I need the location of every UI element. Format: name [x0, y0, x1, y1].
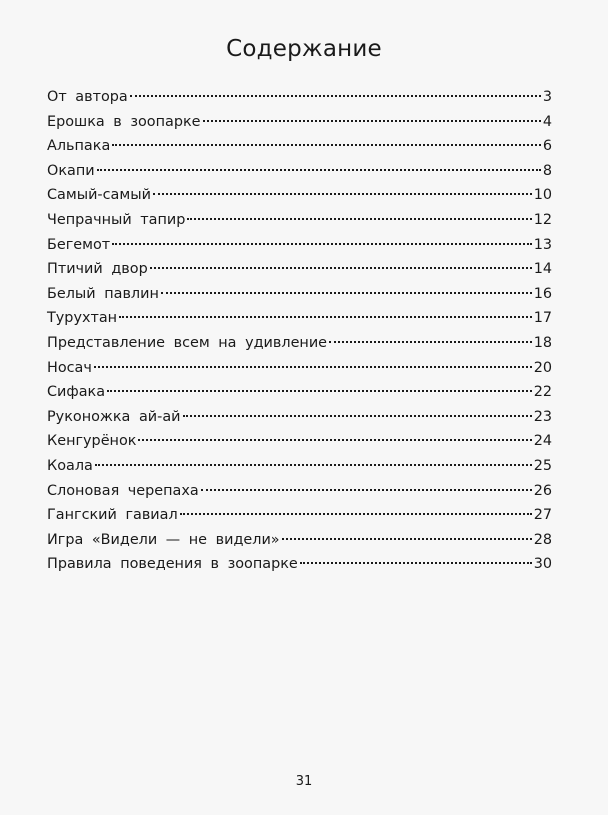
toc-entry-page: 26 [533, 482, 552, 499]
toc-dot-leader [180, 513, 532, 515]
toc-dot-leader [187, 218, 531, 220]
toc-entry-label: Турухтан [47, 310, 118, 327]
toc-entry-page: 16 [533, 285, 552, 302]
toc-entry-page: 18 [533, 334, 552, 351]
toc-entry[interactable] [47, 454, 552, 479]
toc-entry-label: Белый павлин [47, 285, 159, 302]
toc-entry-page: 30 [533, 556, 552, 573]
toc-dot-leader [161, 292, 532, 294]
toc-entry[interactable] [47, 552, 552, 577]
toc-entry-page: 22 [533, 384, 552, 401]
toc-entry-label: Носач [47, 359, 92, 376]
toc-entry-label: Представление всем на удивление [47, 334, 328, 351]
toc-entry[interactable] [47, 282, 552, 307]
toc-entry-label: Руконожка ай-ай [47, 408, 181, 425]
toc-entry-label: Игра «Видели — не видели» [47, 531, 280, 548]
toc-entry[interactable] [47, 405, 552, 430]
toc-entry-label: Ерошка в зоопарке [47, 113, 201, 130]
toc-entry[interactable] [47, 110, 552, 135]
toc-entry-page: 14 [533, 261, 552, 278]
toc-entry[interactable] [47, 503, 552, 528]
toc-entry-label: Кенгурёнок [47, 433, 137, 450]
toc-entry-page: 4 [542, 113, 552, 130]
toc-dot-leader [282, 538, 532, 540]
toc-dot-leader [203, 120, 541, 122]
toc-entry-page: 25 [533, 457, 552, 474]
toc-dot-leader [183, 415, 532, 417]
toc-dot-leader [201, 489, 532, 491]
toc-dot-leader [112, 144, 541, 146]
toc-entry-page: 27 [533, 507, 552, 524]
toc-entry-page: 12 [533, 211, 552, 228]
toc-entry-label: Правила поведения в зоопарке [47, 556, 298, 573]
toc-entry-label: От автора [47, 89, 128, 105]
toc-entry-page: 13 [533, 236, 552, 253]
toc-entry[interactable] [47, 257, 552, 282]
toc-dot-leader [300, 562, 532, 564]
toc-entry[interactable] [47, 183, 552, 208]
toc-entry[interactable] [47, 528, 552, 553]
toc-entry[interactable] [47, 331, 552, 356]
toc-dot-leader [97, 169, 541, 171]
toc-entry-label: Чепрачный тапир [47, 211, 186, 228]
toc-entry[interactable] [47, 85, 552, 110]
toc-entry-page: 20 [533, 359, 552, 376]
toc-entry-label: Слоновая черепаха [47, 482, 199, 499]
toc-dot-leader [107, 390, 532, 392]
toc-dot-leader [153, 193, 532, 195]
toc-entry-page: 10 [533, 187, 552, 204]
toc-entry[interactable] [47, 380, 552, 405]
table-of-contents [47, 85, 552, 577]
toc-dot-leader [95, 464, 532, 466]
toc-entry[interactable] [47, 134, 552, 159]
toc-entry[interactable] [47, 356, 552, 381]
page-number: 31 [295, 774, 313, 789]
toc-entry[interactable] [47, 208, 552, 233]
toc-entry-page: 17 [533, 310, 552, 327]
toc-entry[interactable] [47, 479, 552, 504]
toc-entry[interactable] [47, 429, 552, 454]
toc-entry[interactable] [47, 233, 552, 258]
toc-dot-leader [138, 439, 531, 441]
toc-entry[interactable] [47, 159, 552, 184]
toc-entry-page: 23 [533, 408, 552, 425]
toc-dot-leader [150, 267, 532, 269]
toc-entry-label: Сифака [47, 384, 106, 401]
toc-entry-page: 8 [542, 162, 552, 179]
toc-entry-page: 28 [533, 531, 552, 548]
toc-entry-page: 24 [533, 433, 552, 450]
toc-entry-label: Коала [47, 457, 93, 474]
toc-dot-leader [329, 341, 532, 343]
toc-entry-label: Гангский гавиал [47, 507, 178, 524]
toc-dot-leader [94, 366, 532, 368]
toc-entry-label: Окапи [47, 162, 95, 179]
toc-entry-label: Бегемот [47, 236, 111, 253]
toc-dot-leader [119, 316, 532, 318]
page-title: Содержание [226, 36, 382, 62]
toc-entry-label: Альпака [47, 138, 111, 155]
toc-dot-leader [130, 95, 541, 97]
toc-entry-label: Птичий двор [47, 261, 148, 278]
toc-entry-page: 3 [542, 89, 552, 105]
toc-entry-page: 6 [542, 138, 552, 155]
toc-entry-label: Самый-самый [47, 187, 151, 204]
toc-entry[interactable] [47, 306, 552, 331]
toc-dot-leader [112, 243, 532, 245]
